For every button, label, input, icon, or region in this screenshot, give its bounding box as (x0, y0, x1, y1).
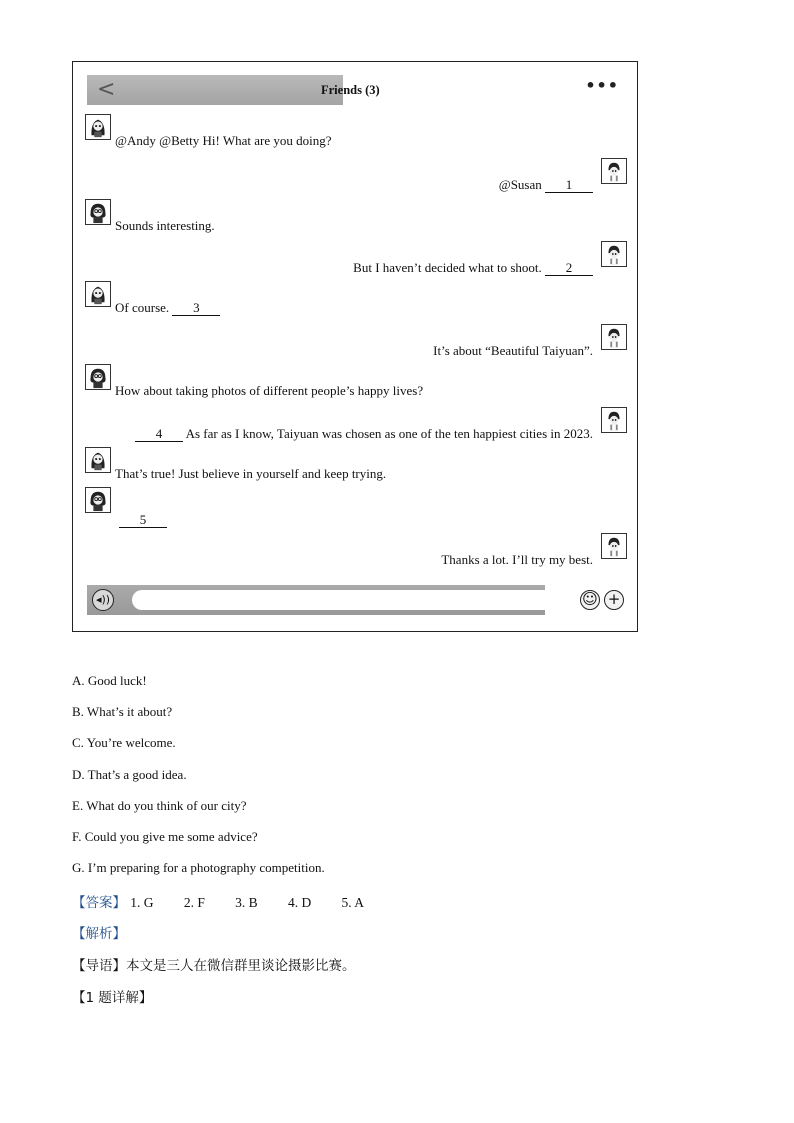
chat-message (353, 260, 593, 276)
answer-blank: 2 (545, 261, 593, 276)
chat-title: Friends (3) (321, 83, 380, 97)
answer-line (72, 891, 390, 911)
chat-screenshot (72, 61, 638, 632)
message-text: Thanks a lot. I’ll try my best. (441, 552, 593, 567)
chat-header-bar (87, 75, 343, 105)
chat-message (115, 300, 220, 316)
answer-item: 5. A (341, 895, 365, 910)
chat-message (499, 177, 593, 193)
message-text: That’s true! Just believe in yourself and keep trying. (115, 466, 387, 481)
option-e: E. What do you think of our city? (72, 798, 247, 813)
friend-avatar[interactable] (85, 487, 111, 513)
answer-blank: 4 (135, 427, 183, 442)
message-text: But I haven’t decided what to shoot. (353, 260, 545, 275)
friend-avatar[interactable] (85, 281, 111, 307)
answer-blank: 5 (119, 513, 167, 528)
intro-line (72, 954, 356, 974)
user-avatar[interactable] (601, 158, 627, 184)
user-avatar[interactable] (601, 533, 627, 559)
message-text: Of course. (115, 300, 173, 315)
message-text: Sounds interesting. (115, 218, 215, 233)
friend-avatar[interactable] (85, 114, 111, 140)
user-avatar[interactable] (601, 407, 627, 433)
friend-avatar[interactable] (85, 447, 111, 473)
option-g: G. I’m preparing for a photography competition. (72, 860, 325, 875)
message-input[interactable] (132, 590, 562, 610)
friend-avatar[interactable] (85, 364, 111, 390)
chat-message (441, 552, 593, 568)
input-bar (87, 585, 545, 615)
answer-item: 3. B (235, 895, 258, 910)
answer-label: 【答案】 (72, 895, 126, 911)
answer-item: 2. F (183, 895, 205, 910)
answer-blank: 1 (545, 178, 593, 193)
intro-label: 【导语】 (72, 958, 126, 974)
analysis-label: 【解析】 (72, 926, 126, 942)
message-text: As far as I know, Taiyuan was chosen as one of the ten happiest cities in 2023. (183, 426, 593, 441)
option-d: D. That’s a good idea. (72, 767, 187, 782)
smiley-icon[interactable]: ☺ (580, 590, 600, 610)
chat-message (115, 466, 386, 482)
option-f: F. Could you give me some advice? (72, 829, 258, 844)
speaker-icon[interactable]: ◂)) (92, 589, 114, 611)
message-text: It’s about “Beautiful Taiyuan”. (433, 343, 593, 358)
answer-item: 4. D (287, 895, 312, 910)
chevron-left-icon[interactable]: < (97, 77, 116, 102)
answer-item: 1. G (130, 895, 154, 910)
detail-label: 【1 题详解】 (72, 990, 153, 1006)
message-text: How about taking photos of different people’s happy lives? (115, 383, 424, 398)
chat-message (135, 426, 593, 442)
more-dots-icon[interactable]: ••• (585, 76, 619, 95)
option-a: A. Good luck! (72, 673, 147, 688)
chat-message (115, 218, 215, 234)
user-avatar[interactable] (601, 324, 627, 350)
message-text: @Andy @Betty Hi! What are you doing? (115, 133, 332, 148)
chat-message (115, 383, 423, 399)
plus-icon[interactable]: + (604, 590, 624, 610)
answer-blank: 3 (172, 301, 220, 316)
chat-message (115, 133, 332, 149)
user-avatar[interactable] (601, 241, 627, 267)
chat-message (119, 512, 167, 528)
message-text: @Susan (498, 177, 545, 192)
option-b: B. What’s it about? (72, 704, 173, 719)
chat-message (433, 343, 593, 359)
friend-avatar[interactable] (85, 199, 111, 225)
intro-text: 本文是三人在微信群里谈论摄影比赛。 (126, 958, 356, 974)
option-c: C. You’re welcome. (72, 735, 176, 750)
